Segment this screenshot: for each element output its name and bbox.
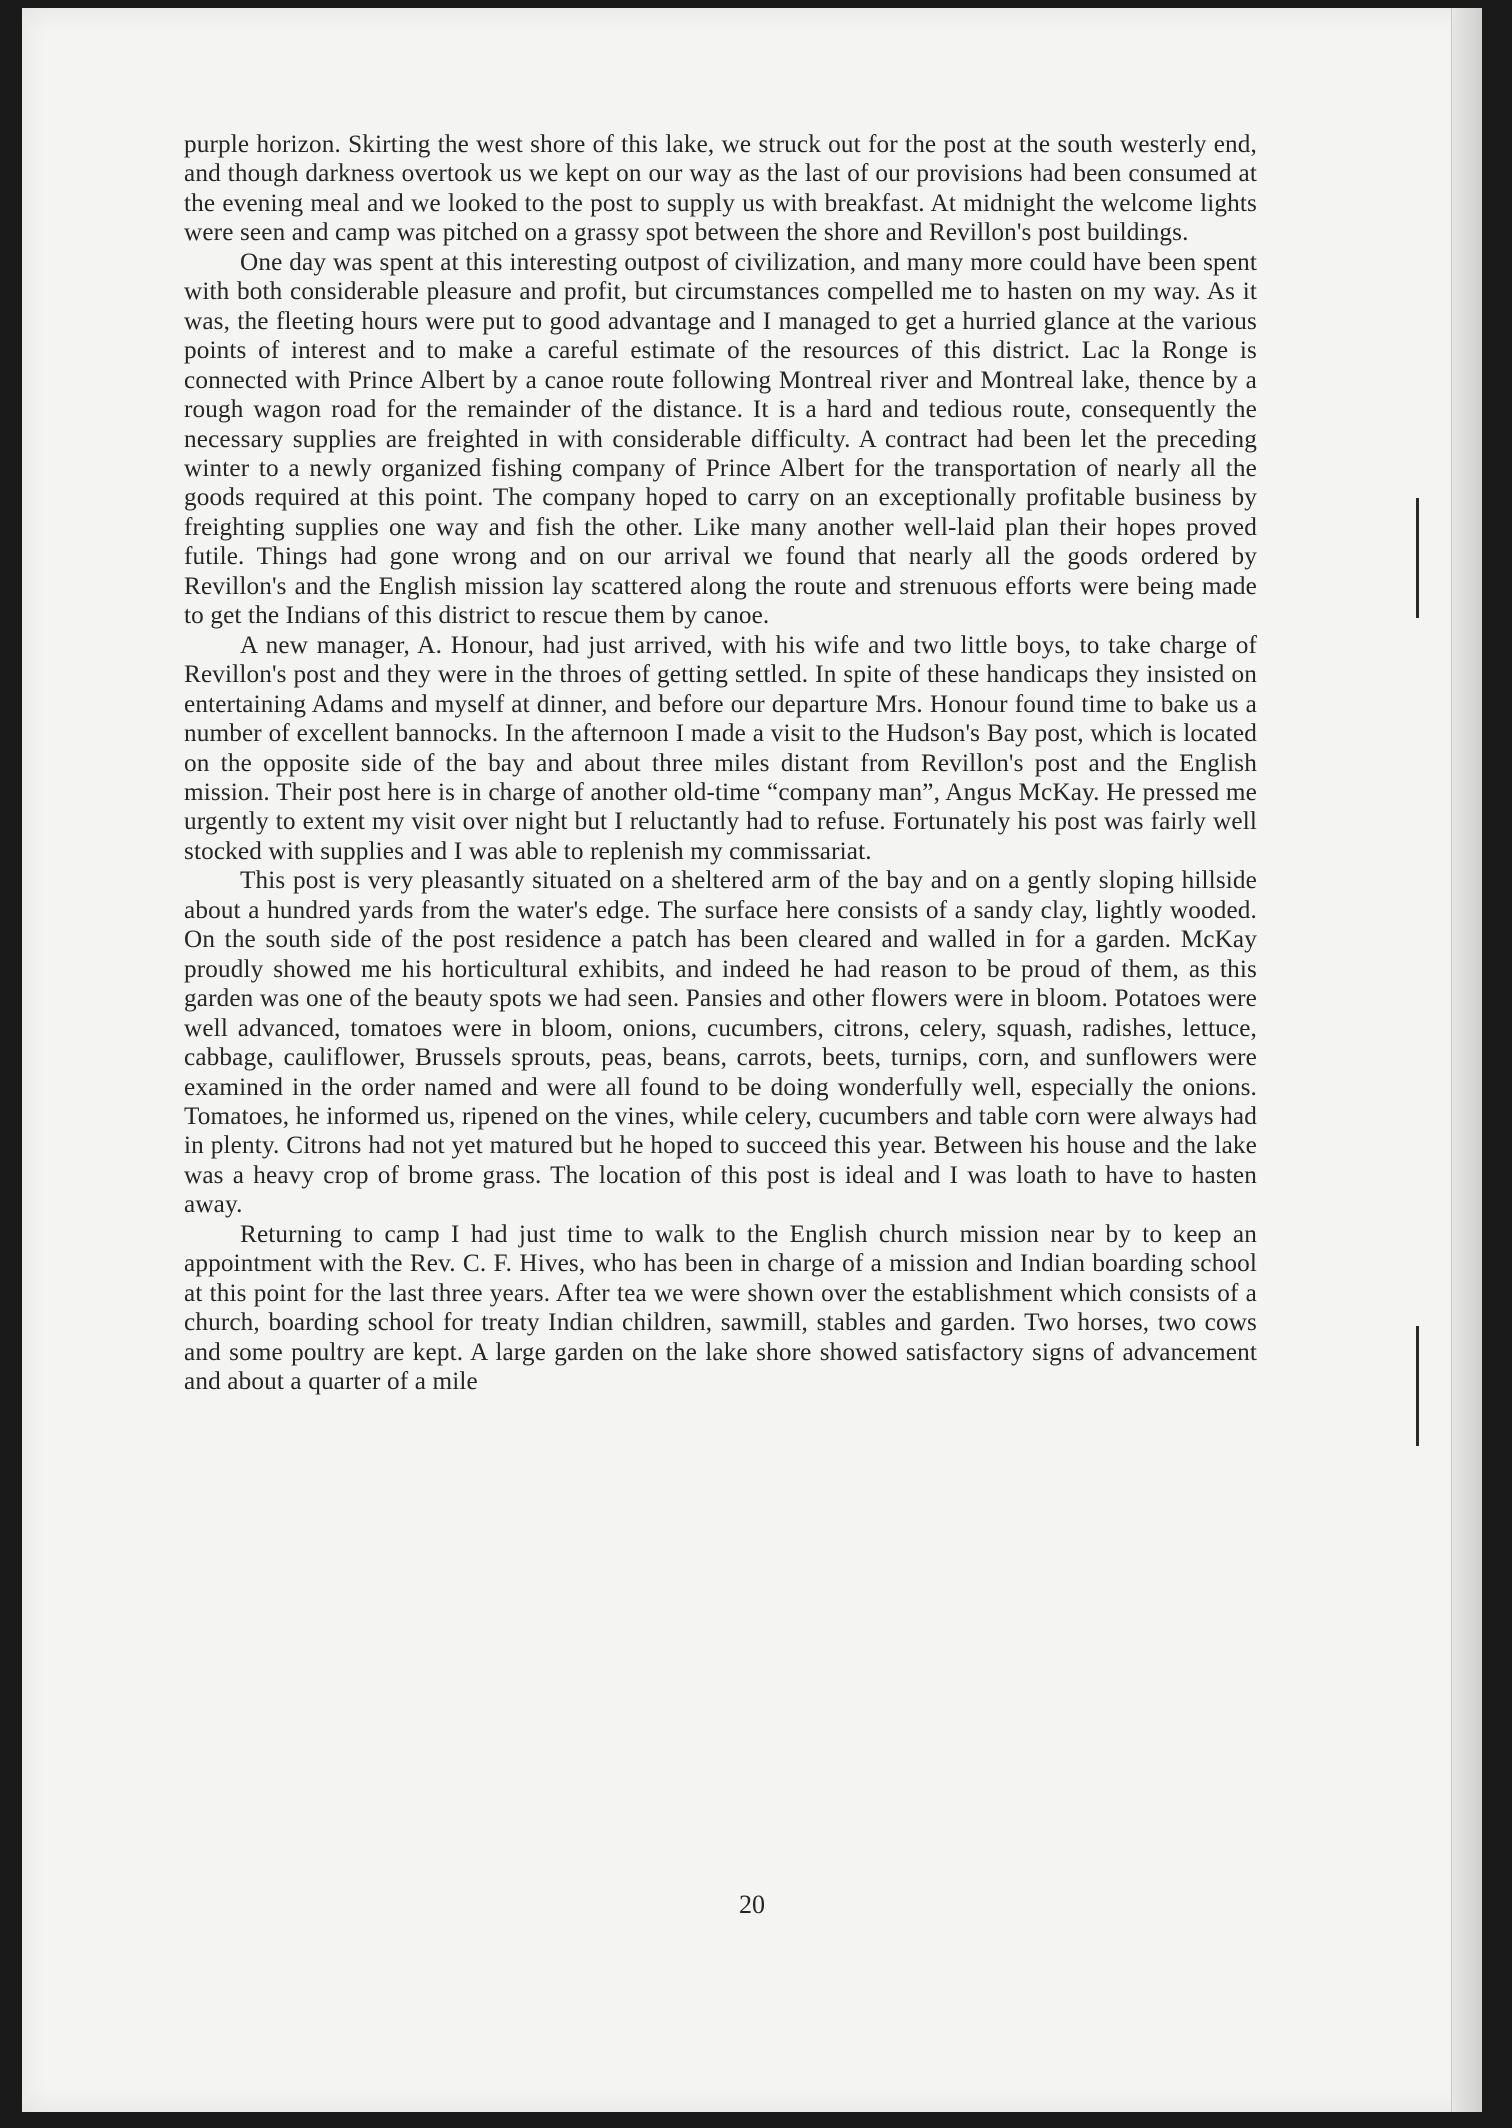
document-page [22, 8, 1482, 2112]
binding-mark-lower [1416, 1326, 1419, 1446]
paragraph: Returning to camp I had just time to walk to the English church mission near by to keep an appointment with the Rev. C. F. Hives, who has been in charge of a mission and Indian boarding school at this point for the last three years. After tea we were shown over the establishment which consists of a church, boarding school for treaty Indian children, sawmill, stables and garden. Two horses, two cows and some poultry are kept. A large garden on the lake shore showed satisfactory signs of advancement and about a quarter of a mile [184, 1220, 1257, 1396]
paragraph: One day was spent at this interesting outpost of civilization, and many more could have been spent with both considerable pleasure and profit, but circumstances compelled me to hasten on my way. As it was, the fleeting hours were put to good advantage and I managed to get a hurried glance at the various points of interest and to make a careful estimate of the resources of this district. Lac la Ronge is connected with Prince Albert by a canoe route following Montreal river and Montreal lake, thence by a rough wagon road for the remainder of the distance. It is a hard and tedious route, consequently the necessary supplies are freighted in with considerable difficulty. A contract had been let the preceding winter to a newly organized fishing company of Prince Albert for the transportation of nearly all the goods required at this point. The company hoped to carry on an exceptionally profitable business by freighting supplies one way and fish the other. Like many another well-laid plan their hopes proved futile. Things had gone wrong and on our arrival we found that nearly all the goods ordered by Revillon's and the English mission lay scattered along the route and strenuous efforts were being made to get the Indians of this district to rescue them by canoe. [184, 248, 1257, 630]
binding-mark-upper [1416, 498, 1419, 618]
body-text [184, 130, 1257, 1396]
page-number: 20 [739, 1890, 765, 1919]
paragraph: This post is very pleasantly situated on a sheltered arm of the bay and on a gently sloping hillside about a hundred yards from the water's edge. The surface here consists of a sandy clay, lightly wooded. On the south side of the post residence a patch has been cleared and walled in for a garden. McKay proudly showed me his horticultural exhibits, and indeed he had reason to be proud of them, as this garden was one of the beauty spots we had seen. Pansies and other flowers were in bloom. Potatoes were well advanced, tomatoes were in bloom, onions, cucumbers, citrons, celery, squash, radishes, lettuce, cabbage, cauliflower, Brussels sprouts, peas, beans, carrots, beets, turnips, corn, and sunflowers were examined in the order named and were all found to be doing wonderfully well, especially the onions. Tomatoes, he informed us, ripened on the vines, while celery, cucumbers and table corn were always had in plenty. Citrons had not yet matured but he hoped to succeed this year. Between his house and the lake was a heavy crop of brome grass. The location of this post is ideal and I was loath to have to hasten away. [184, 867, 1257, 1219]
paragraph: A new manager, A. Honour, had just arrived, with his wife and two little boys, to take charge of Revillon's post and they were in the throes of getting settled. In spite of these handicaps they insisted on entertaining Adams and myself at dinner, and before our departure Mrs. Honour found time to bake us a number of excellent bannocks. In the afternoon I made a visit to the Hudson's Bay post, which is located on the opposite side of the bay and about three miles distant from Revillon's post and the English mission. Their post here is in charge of another old-time “company man”, Angus McKay. He pressed me urgently to extent my visit over night but I reluctantly had to refuse. Fortunately his post was fairly well stocked with supplies and I was able to replenish my commissariat. [184, 631, 1257, 865]
paragraph: purple horizon. Skirting the west shore of this lake, we struck out for the post at the south westerly end, and though darkness overtook us we kept on our way as the last of our provisions had been consumed at the evening meal and we looked to the post to supply us with breakfast. At midnight the welcome lights were seen and camp was pitched on a grassy spot between the shore and Revillon's post buildings. [184, 131, 1257, 247]
page-right-edge [1451, 8, 1482, 2112]
